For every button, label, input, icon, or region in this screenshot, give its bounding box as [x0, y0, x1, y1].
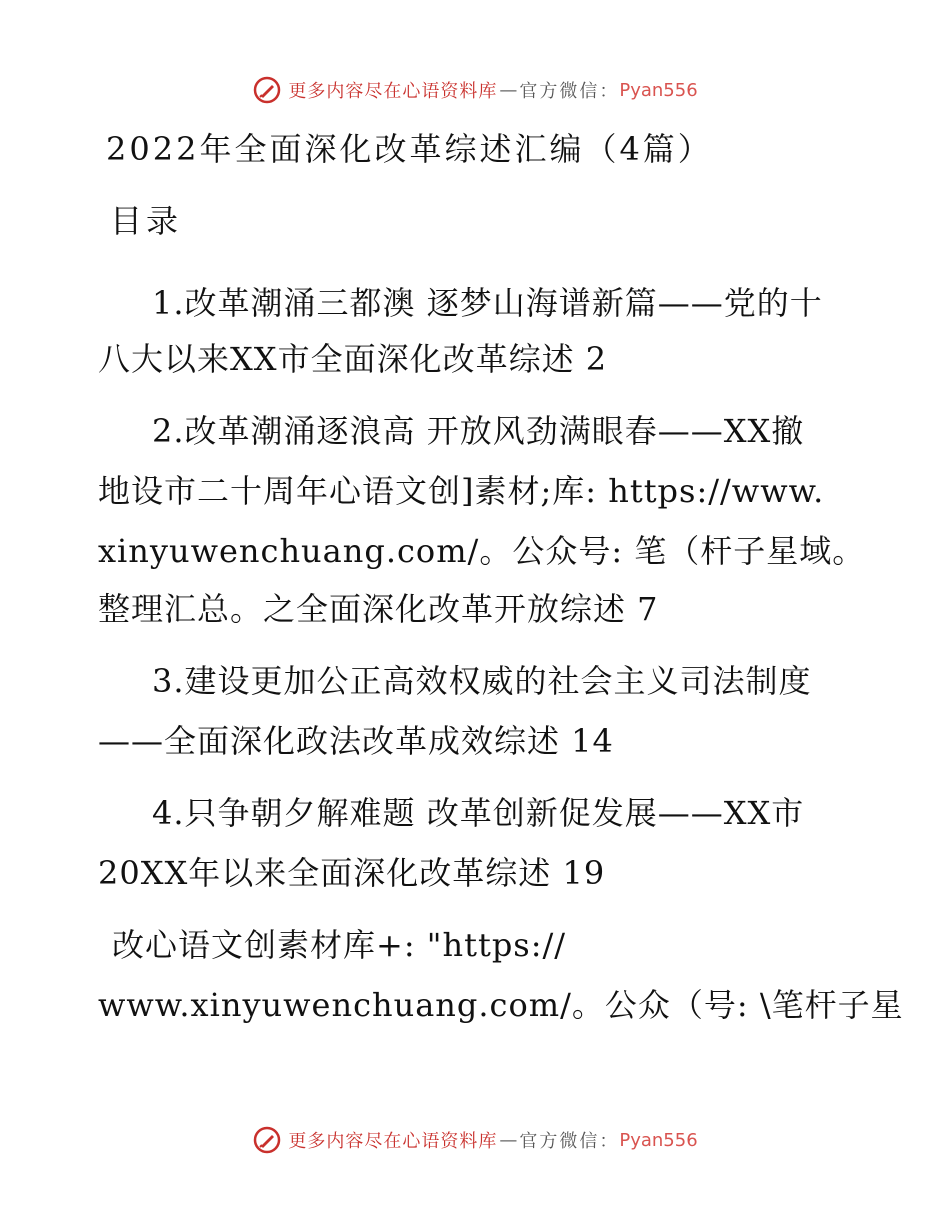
toc-heading: 目录 [110, 202, 183, 240]
toc-line: ——全面深化政法改革成效综述 14 [98, 722, 614, 760]
header-watermark-banner [0, 72, 950, 108]
toc-line: 20XX年以来全面深化改革综述 19 [98, 854, 606, 892]
toc-line: xinyuwenchuang.com/。公众号: 笔（杆子星域。 [98, 532, 866, 570]
banner-official-label: 官方微信： [519, 1131, 620, 1152]
toc-line: 4.只争朝夕解难题 改革创新促发展——XX市 [152, 794, 805, 832]
toc-line: 整理汇总。之全面深化改革开放综述 7 [98, 590, 659, 628]
footer-watermark-banner [0, 1122, 950, 1158]
banner-wechat-id: Pyan556 [619, 1129, 698, 1151]
pen-logo-icon [252, 75, 282, 105]
toc-line: 1.改革潮涌三都澳 逐梦山海谱新篇——党的十 [152, 284, 823, 322]
banner-text: 更多内容尽在心语资料库 [288, 1131, 498, 1152]
toc-line: www.xinyuwenchuang.com/。公众（号: \笔杆子星 [98, 986, 904, 1024]
toc-line: 3.建设更加公正高效权威的社会主义司法制度 [152, 662, 812, 700]
document-title: 2022年全面深化改革综述汇编（4篇） [106, 130, 713, 168]
toc-line: 改心语文创素材库+: "https:// [112, 926, 567, 964]
banner-text: 更多内容尽在心语资料库 [288, 81, 498, 102]
banner-dash: — [499, 1129, 518, 1151]
banner-dash: — [499, 79, 518, 101]
banner-wechat-id: Pyan556 [619, 79, 698, 101]
toc-line: 八大以来XX市全面深化改革综述 2 [98, 340, 608, 378]
banner-official-label: 官方微信： [519, 81, 620, 102]
toc-line: 2.改革潮涌逐浪高 开放风劲满眼春——XX撤 [152, 412, 805, 450]
pen-logo-icon [252, 1125, 282, 1155]
toc-line: 地设市二十周年心语文创]素材;库: https://www. [98, 472, 825, 510]
